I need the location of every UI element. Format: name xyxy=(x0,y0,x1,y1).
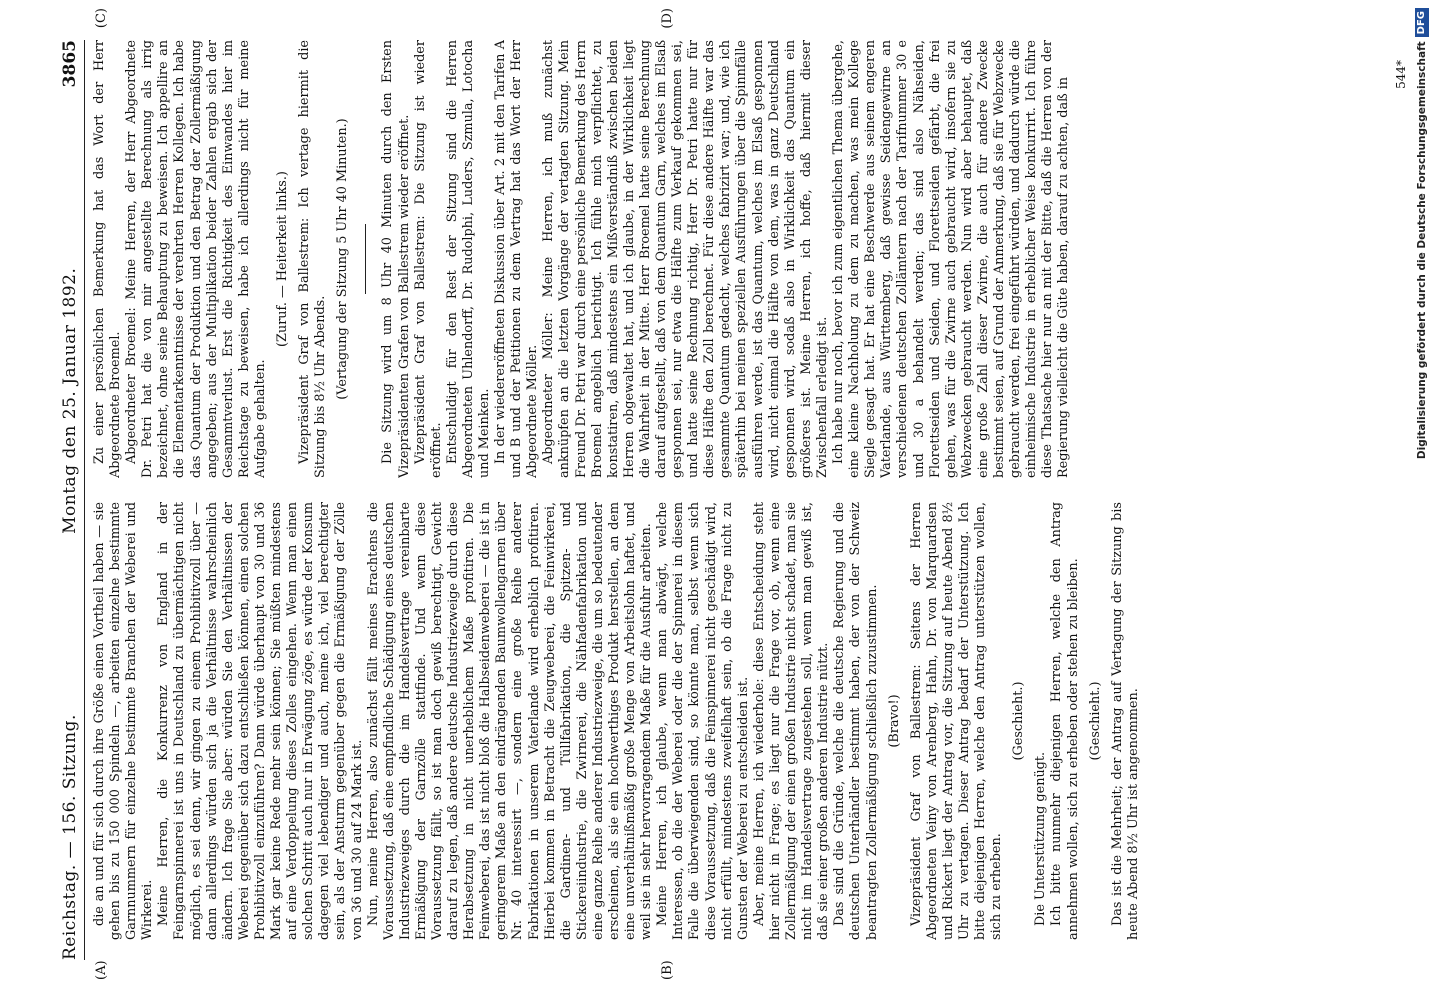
paragraph: Das ist die Mehrheit; der Antrag auf Vertagung der Sitzung bis heute Abend 8½ Uhr ist angenommen. xyxy=(1109,502,1141,940)
paragraph: Ich habe nur noch, bevor ich zum eigentlichen Thema übergehe, eine kleine Nachholung zu dem zu machen, was mein Kollege Siegle gesagt hat. Er hat eine Beschwerde aus seinem engeren Vaterlande, aus Württemberg, daß gewisse Seidengewirne an verschiedenen deutschen Zollämtern nach der Tarifnummer 30 e und 30 a behandelt werden; das sind also Nähseiden, Florettseiden und Seiden, und Florettseiden gefärbt, die frei gehen, was für die Zwirne auch gebraucht wird, insofern sie zu Webzwecken gebraucht werden. Nun wird aber behauptet, daß eine große Zahl dieser Zwirne, die auch für andere Zwecke bestimmt seien, auf Grund der Anmerkung, daß sie für Webzwecke gebraucht werden, frei eingeführt würden, und dadurch würde die einheimische Industrie in erheblicher Weise konkurrirt. Ich führe diese Thatsache hier nur an mit der Bitte, daß die Herren von der Regierung vielleicht die Güte haben, darauf zu achten, daß in xyxy=(831,40,1072,478)
paragraph: Zu einer persönlichen Bemerkung hat das Wort der Herr Abgeordnete Broemel. xyxy=(92,40,124,478)
credit-text: Digitalisierung gefördert durch die Deutsche Forschungsgemeinschaft xyxy=(1416,41,1428,460)
header-left: Reichstag. — 156. Sitzung. xyxy=(60,714,80,960)
section-divider xyxy=(365,224,366,294)
interjection: (Vertagung der Sitzung 5 Uhr 40 Minuten.) xyxy=(335,118,351,400)
paragraph: Abgeordneter Möller: Meine Herren, ich muß zunächst anknüpfen an die letzten Vorgänge der vertagten Sitzung. Mein Freund Dr. Petri war durch eine persönliche Bemerkung des Herrn Broemel angeblich berichtigt. Ich fühle mich verpflichtet, zu konstatiren, daß mindestens ein Mißverständniß zwischen beiden Herren obgewaltet hat, und ich glaube, in der Wirklichkeit liegt die Wahrheit in der Mitte. Herr Broemel hatte seine Berechnung darauf aufgestellt, daß von dem Quantum Garn, welches im Elsaß gesponnen sei, nur etwa die Hälfte zum Verkauf gekommen sei, und hatte seine Rechnung richtig, Herr Dr. Petri hatte nur für diese Hälfte den Zoll berechnet. Für diese andere Hälfte war das gesammte Quantum gedacht, welches fabrizirt war; und, wie ich späterhin bei meinen speziellen Ausführungen über die Spinnfälle ausführen werde, ist das Quantum, welches im Elsaß gesponnen wird, nicht einmal die Hälfte von dem, was in ganz Deutschland gesponnen wird, sodaß also in Wirklichkeit das Quantum ein größeres ist. Meine Herren, ich hoffe, daß hiermit dieser Zwischenfall erledigt ist. xyxy=(541,40,830,478)
interjection: (Zuruf. — Heiterkeit links.) xyxy=(275,171,291,347)
margin-label-b: (B) xyxy=(660,960,675,980)
interjection: (Geschieht.) xyxy=(1011,681,1027,761)
signature-mark: 544* xyxy=(1394,60,1408,89)
paragraph: Meine Herren, ich glaube, wenn man abwägt, welche Interessen, ob die der Weberei oder die der Spinnerei in diesem Falle die überwiegenden sind, so könnte man, selbst wenn sich diese Voraussetzung, daß die Feinspinnerei nicht geschädigt wird, nicht erfüllt, mindestens zweifelhaft sein, ob die Frage nicht zu Gunsten der Weberei zu entscheiden ist. xyxy=(655,502,751,940)
paragraph: Das sind die Gründe, welche die deutsche Regierung und die deutschen Unterhändler bestimmt haben, der von der Schweiz beantragten Zollermäßigung schließlich zuzustimmen. xyxy=(832,502,880,940)
text-columns xyxy=(92,40,1396,940)
margin-label-d: (D) xyxy=(660,8,675,29)
paragraph: In der wiedereröffneten Diskussion über Art. 2 mit den Tarifen A und B und der Petitionen zu dem Vertrag hat das Wort der Herr Abgeordnete Möller. xyxy=(493,40,541,478)
paragraph: Nun, meine Herren, also zunächst fällt meines Erachtens die Voraussetzung, daß eine empfindliche Schädigung eines deutschen Industriezweiges durch die im Handelsvertrage vereinbarte Ermäßigung der Garnzölle stattfinde. Und wenn diese Voraussetzung fällt, so ist man doch gewiß berechtigt, Gewicht darauf zu legen, daß andere deutsche Industriezweige durch diese Herabsetzung in nicht unerheblichem Maße profitiren. Die Feinweberei, das ist nicht bloß die Halbseidenweberei — die ist in geringerem Maße an den eindrängenden Baumwollengarnen über Nr. 40 interessirt —, sondern eine große Reihe anderer Fabrikationen in unserem Vaterlande wird erheblich profitiren. Hierbei kommen in Betracht die Zeugweberei, die Feinwirkerei, die Gardinen- und Tüllfabrikation, die Spitzen- und Stickereiindustrie, die Zwirnerei, die Nähfadenfabrikation und eine ganze Reihe anderer Industriezweige, die um so bedeutender erscheinen, als sie ein hochwerthiges Produkt herstellen, an dem eine unverhältnißmäßig große Menge von Arbeitslohn haftet, und weil sie in sehr hervorragendem Maße für die Ausfuhr arbeiten. xyxy=(365,502,655,940)
paragraph: Die Unterstützung genügt. xyxy=(1033,751,1049,926)
dfg-logo: DFG xyxy=(1415,8,1429,37)
margin-label-a: (A) xyxy=(94,960,109,980)
interjection: (Geschieht.) xyxy=(1087,681,1103,761)
paragraph: Entschuldigt für den Rest der Sitzung sind die Herren Abgeordneten Uhlendorff, Dr. Rudolphi, Luders, Szmula, Lotocha und Meinken. xyxy=(444,40,492,478)
margin-label-c: (C) xyxy=(94,8,109,29)
paragraph: Meine Herren, die Konkurrenz von England in der Feingarnspinnerei ist uns in Deutschland zu übermächtigen nicht möglich, es sei denn, wir gingen zu einem Prohibitivzoll über — dann allerdings würden sich ja die Verhältnisse wahrscheinlich ändern. Ich frage Sie aber: würden Sie den Verhältnissen der Weberei gegenüber sich dazu entschließen können, einen solchen Prohibitivzoll einzuführen? Dann würde überhaupt von 30 und 36 Mark gar keine Rede mehr sein können; Sie müßten mindestens auf eine Verdoppelung dieses Zolles eingehen. Wenn man einen solchen Schritt auch nur in Erwägung zöge, es würde der Konsum dagegen viel lebendiger und auch, meine ich, viel berechtigter sein, als der Ansturm gegenüber gegen die Ermäßigung der Zölle von 36 und 30 auf 24 Mark ist. xyxy=(156,502,365,940)
digitization-credit xyxy=(1414,0,1430,1000)
header-date: Montag den 25. Januar 1892. xyxy=(60,267,80,534)
paragraph: die an und für sich durch ihre Größe einen Vortheil haben — sie gehen bis zu 150 000 Spindeln —, arbeiten einzelne bestimmte Garnnummern für einzelne bestimmte Branchen der Weberei und Wirkerei. xyxy=(92,502,156,940)
page-header xyxy=(52,40,85,960)
paragraph: Ich bitte nunmehr diejenigen Herren, welche den Antrag annehmen wollen, sich zu erheben oder stehen zu bleiben. xyxy=(1049,502,1081,940)
paragraph: Die Sitzung wird um 8 Uhr 40 Minuten durch den Ersten Vizepräsidenten Grafen von Ballestrem wieder eröffnet. xyxy=(380,40,412,478)
paragraph: Vizepräsident Graf von Ballestrem: Ich vertage hiermit die Sitzung bis 8½ Uhr Abends. xyxy=(297,40,329,478)
paragraph: Vizepräsident Graf von Ballestrem: Die Sitzung ist wieder eröffnet. xyxy=(412,40,444,478)
page-number: 3865 xyxy=(60,40,80,88)
right-column xyxy=(92,40,1396,478)
interjection: (Bravo!) xyxy=(886,694,902,748)
paragraph: Aber, meine Herren, ich wiederhole: diese Entscheidung steht hier nicht in Frage; es liegt nur die Frage vor, ob, wenn eine Zollermäßigung der einen großen Industrie nicht schadet, man sie nicht im Handelsvertrage zugestehen soll, wenn man gewiß ist, daß sie einer großen anderen Industrie nützt. xyxy=(751,502,832,940)
paragraph: Abgeordneter Broemel: Meine Herren, der Herr Abgeordnete Dr. Petri hat die von mir angestellte Berechnung als irrig bezeichnet, ohne seine Behauptung zu beweisen. Ich appellire an die Elementarkenntnisse der verehrten Herren Kollegen. Ich habe das Quantum der Produktion und den Betrag der Zollermäßigung angegeben; aus der Multiplikation beider Zahlen ergab sich der Gesammtverlust. Erst die Richtigkeit des Einwandes hier im Reichstage zu beweisen, habe ich allerdings nicht für meine Aufgabe gehalten. xyxy=(124,40,268,478)
left-column xyxy=(92,502,1396,940)
paragraph: Vizepräsident Graf von Ballestrem: Seitens der Herren Abgeordneten Veiny von Arenberg, Hahn, Dr. von Marquardsen und Rickert liegt der Antrag vor, die Sitzung auf heute Abend 8½ Uhr zu vertagen. Dieser Antrag bedarf der Unterstützung. Ich bitte diejenigen Herren, welche den Antrag unterstützen wollen, sich zu erheben. xyxy=(908,502,1005,940)
